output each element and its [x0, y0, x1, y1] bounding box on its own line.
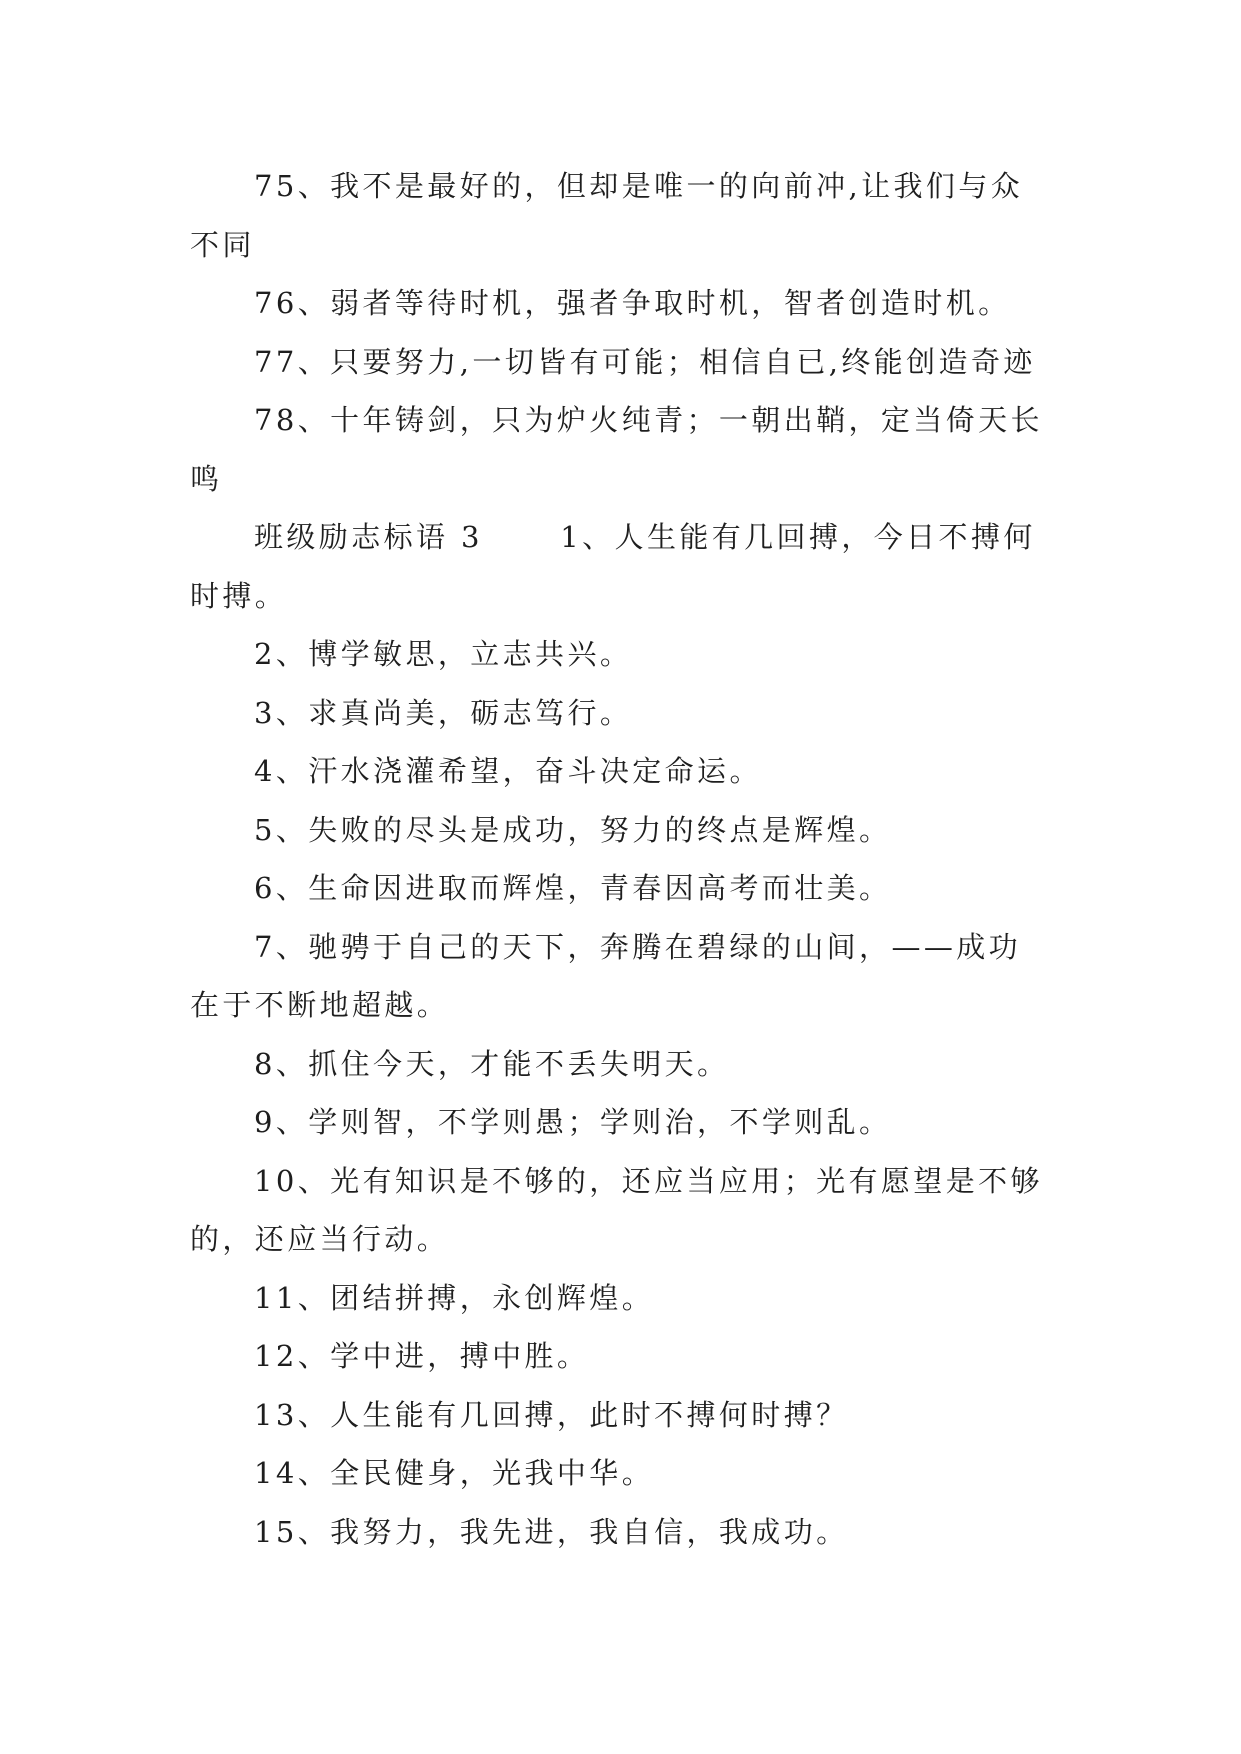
slogan-77: 77、只要努力,一切皆有可能；相信自已,终能创造奇迹 [254, 344, 1036, 379]
section-heading-and-slogan-1: 班级励志标语 3 1、人生能有几回搏，今日不搏何时搏。 [190, 520, 1036, 613]
slogan-11: 11、团结拼搏，永创辉煌。 [254, 1280, 655, 1315]
slogan-9: 9、学则智，不学则愚；学则治，不学则乱。 [254, 1105, 892, 1139]
slogan-4: 4、汗水浇灌希望，奋斗决定命运。 [254, 754, 762, 788]
slogan-8: 8、抓住今天，才能不丢失明天。 [254, 1046, 730, 1081]
document-body [190, 157, 1052, 1561]
slogan-76: 76、弱者等待时机，强者争取时机，智者创造时机。 [254, 286, 1011, 320]
slogan-2: 2、博学敏思，立志共兴。 [254, 637, 633, 671]
slogan-78: 78、十年铸剑，只为炉火纯青；一朝出鞘，定当倚天长鸣 [190, 403, 1043, 496]
slogan-10: 10、光有知识是不够的，还应当应用；光有愿望是不够的，还应当行动。 [190, 1163, 1043, 1256]
slogan-6: 6、生命因进取而辉煌，青春因高考而壮美。 [254, 871, 892, 905]
slogan-13: 13、人生能有几回搏，此时不搏何时搏？ [254, 1397, 849, 1432]
slogan-3: 3、求真尚美，砺志笃行。 [254, 695, 633, 730]
slogan-15: 15、我努力，我先进，我自信，我成功。 [254, 1514, 849, 1549]
slogan-7: 7、驰骋于自己的天下，奔腾在碧绿的山间，——成功在于不断地超越。 [190, 929, 1022, 1022]
slogan-75: 75、我不是最好的，但却是唯一的向前冲,让我们与众不同 [190, 169, 1024, 262]
slogan-5: 5、失败的尽头是成功，努力的终点是辉煌。 [254, 812, 892, 847]
slogan-14: 14、全民健身，光我中华。 [254, 1456, 655, 1490]
slogan-12: 12、学中进，搏中胜。 [254, 1339, 590, 1373]
